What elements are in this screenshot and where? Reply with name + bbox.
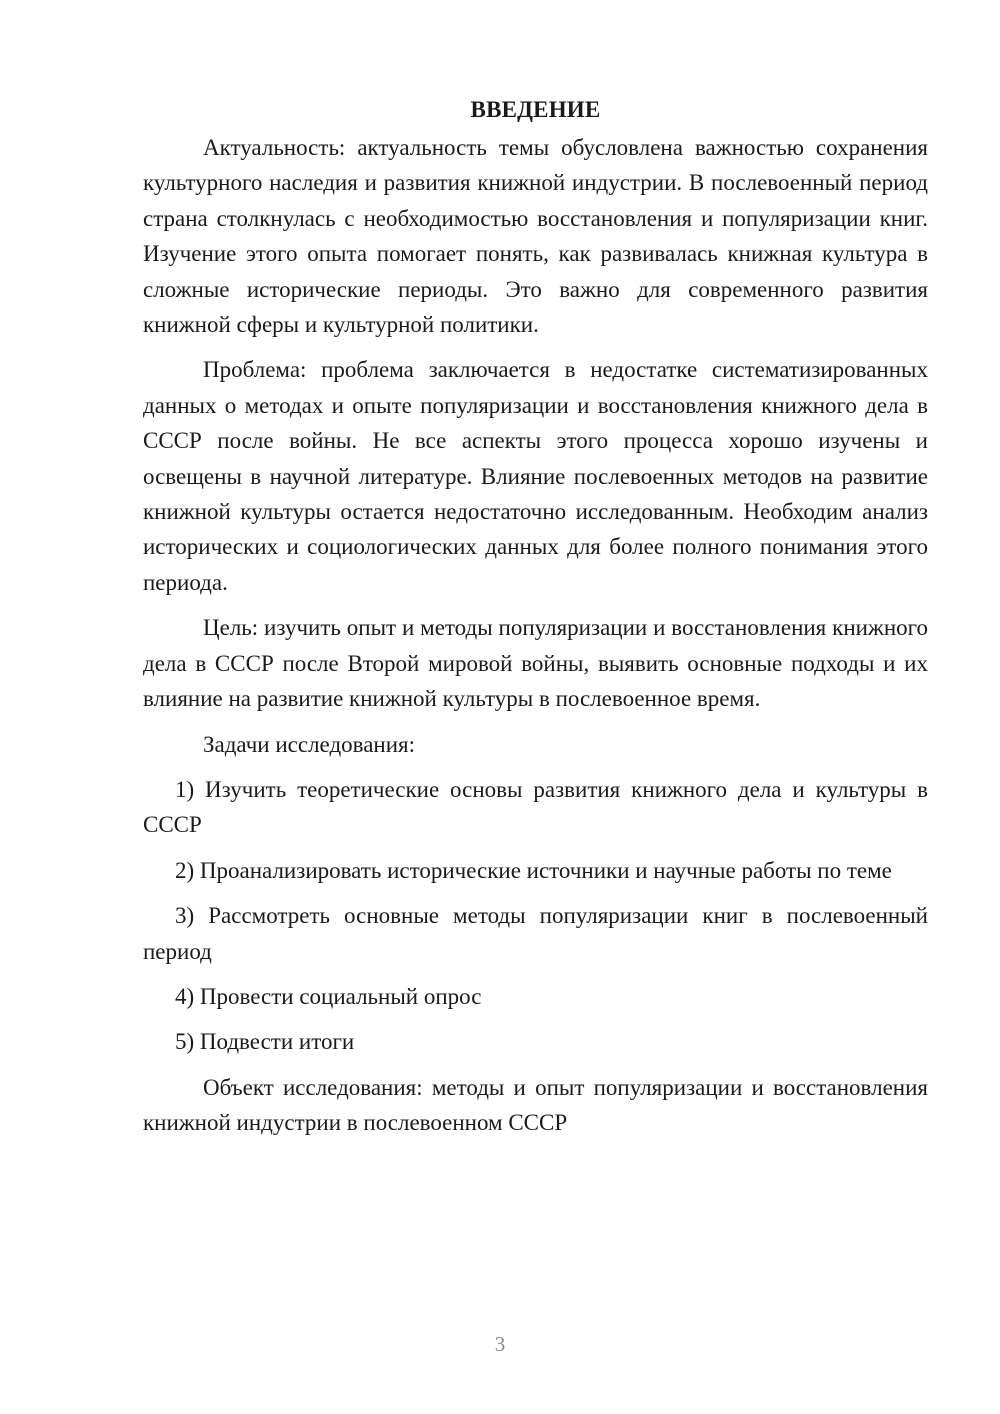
section-heading: ВВЕДЕНИЕ bbox=[470, 97, 601, 122]
page-number: 3 bbox=[494, 1332, 506, 1356]
task-item: 4) Провести социальный опрос bbox=[175, 983, 482, 1009]
task-item: 1) Изучить теоретические основы развития книжного дела и культуры в СССР bbox=[143, 776, 928, 838]
task-item: 3) Рассмотреть основные методы популяризации книг в послевоенный период bbox=[143, 903, 928, 964]
tasks-intro: Задачи исследования: bbox=[203, 731, 416, 757]
document-page bbox=[143, 92, 928, 1151]
task-item: 2) Проанализировать исторические источники и научные работы по теме bbox=[175, 857, 892, 883]
paragraph-object: Объект исследования: методы и опыт популяризации и восстановления книжной индустрии в послевоенном СССР bbox=[143, 1074, 928, 1136]
paragraph-goal: Цель: изучить опыт и методы популяризации и восстановления книжного дела в СССР после Второй мировой войны, выявить основные подходы и их влияние на развитие книжной культуры в послевоенное время. bbox=[143, 615, 928, 712]
task-item: 5) Подвести итоги bbox=[175, 1029, 355, 1055]
paragraph-relevance: Актуальность: актуальность темы обусловлена важностью сохранения культурного наследия и развития книжной индустрии. В послевоенный период страна столкнулась с необходимостью восстановления и популяризации книг. Изучение этого опыта помогает понять, как развивалась книжная культура в сложные исторические периоды. Это важно для современного развития книжной сферы и культурной политики. bbox=[143, 135, 928, 338]
paragraph-problem: Проблема: проблема заключается в недостатке систематизированных данных о методах и опыте популяризации и восстановления книжного дела в СССР после войны. Не все аспекты этого процесса хорошо изучены и освещены в научной литературе. Влияние послевоенных методов на развитие книжной культуры остается недостаточно исследованным. Необходим анализ исторических и социологических данных для более полного понимания этого периода. bbox=[143, 357, 928, 595]
